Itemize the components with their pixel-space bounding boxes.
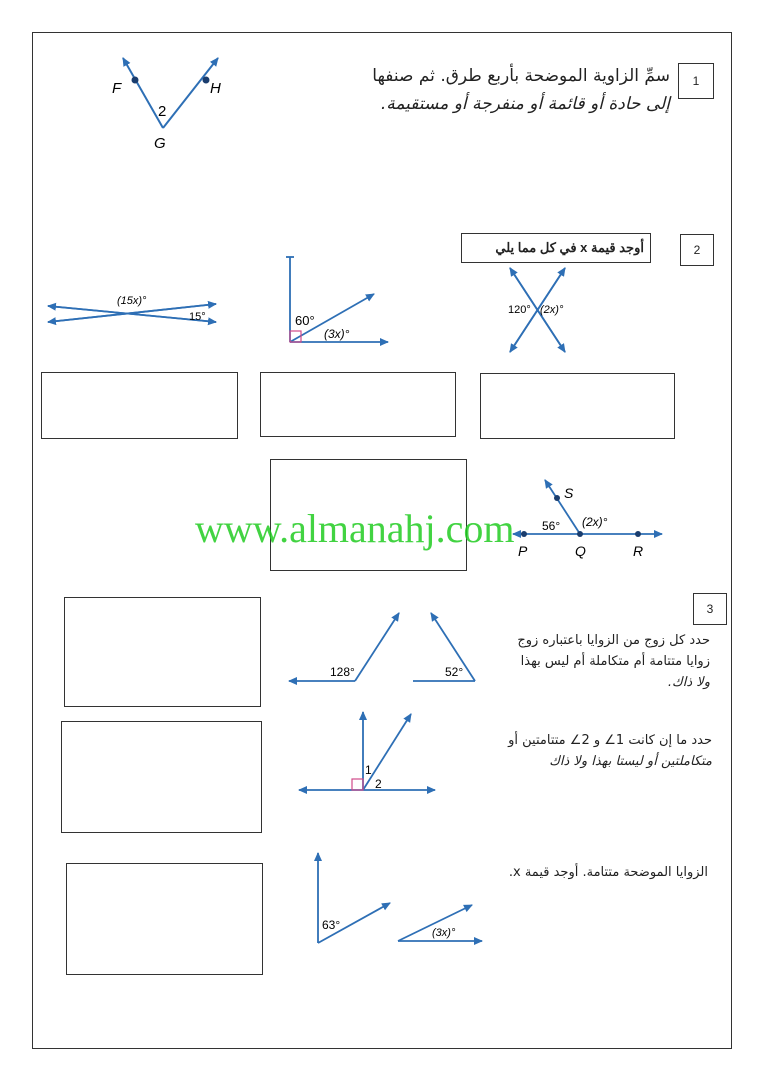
label-r: R bbox=[633, 543, 644, 559]
figure-complementary bbox=[310, 845, 490, 950]
angle-2x: (2x)° bbox=[540, 304, 564, 316]
question-3-part-3 bbox=[470, 862, 708, 883]
label-f: F bbox=[112, 80, 122, 97]
angle-128: 128° bbox=[330, 665, 355, 679]
watermark: www.almanahj.com bbox=[195, 506, 515, 551]
answer-box-3[interactable] bbox=[480, 373, 675, 439]
answer-box-2[interactable] bbox=[260, 372, 456, 437]
q3-part2-line1: حدد ما إن كانت 1∠ و 2∠ متتامتين أو bbox=[508, 733, 712, 748]
q3-part3-line1: الزوايا الموضحة متتامة. أوجد قيمة x. bbox=[508, 865, 708, 880]
figure-angles-1-2 bbox=[295, 706, 440, 801]
angle-label-1: 1 bbox=[365, 763, 372, 777]
question-1-line-1: سمِّ الزاوية الموضحة بأربع طرق. ثم صنفها bbox=[372, 66, 670, 86]
q3-part1-line1: حدد كل زوج من الزوايا باعتباره زوج bbox=[517, 633, 710, 648]
figure-angle-pair bbox=[285, 605, 485, 690]
q3-part2-line2: متكاملتين أو ليستا بهذا ولا ذاك bbox=[549, 754, 712, 769]
question-number-1: 1 bbox=[678, 63, 714, 99]
question-2-title-box bbox=[461, 233, 651, 263]
figure-right-angle bbox=[280, 252, 395, 352]
question-number-2: 2 bbox=[680, 234, 714, 266]
question-2-title: أوجد قيمة x في كل مما يلي bbox=[495, 240, 644, 255]
angle-label-2: 2 bbox=[375, 777, 382, 791]
question-number-3: 3 bbox=[693, 593, 727, 625]
question-3-part-2 bbox=[440, 730, 712, 772]
label-2: 2 bbox=[158, 103, 167, 120]
figure-pqr bbox=[505, 474, 670, 566]
figure-crossing-lines bbox=[44, 290, 224, 338]
answer-box-7[interactable] bbox=[66, 863, 263, 975]
label-s: S bbox=[564, 485, 574, 501]
label-h: H bbox=[210, 80, 221, 97]
question-1-text bbox=[300, 62, 670, 118]
q3-part1-line2: زوايا متتامة أم متكاملة أم ليس بهذا bbox=[520, 654, 710, 669]
figure-x-cross bbox=[490, 262, 590, 360]
angle-3x-comp: (3x)° bbox=[432, 927, 456, 939]
label-q: Q bbox=[575, 543, 586, 559]
label-g: G bbox=[154, 135, 166, 152]
answer-box-5[interactable] bbox=[64, 597, 261, 707]
angle-60: 60° bbox=[295, 313, 315, 328]
angle-3x: (3x)° bbox=[324, 327, 350, 341]
angle-63: 63° bbox=[322, 918, 341, 932]
question-1-line-2: إلى حادة أو قائمة أو منفرجة أو مستقيمة. bbox=[380, 94, 670, 114]
label-p: P bbox=[518, 543, 528, 559]
angle-2x-pqr: (2x)° bbox=[582, 515, 608, 529]
angle-120: 120° bbox=[508, 304, 531, 316]
answer-box-1[interactable] bbox=[41, 372, 238, 439]
angle-56: 56° bbox=[542, 519, 561, 533]
angle-15x: (15x)° bbox=[117, 295, 147, 307]
figure-angle-fgh bbox=[100, 50, 240, 160]
q3-part1-line3: ولا ذاك. bbox=[667, 675, 710, 690]
angle-15: 15° bbox=[189, 311, 206, 323]
angle-52: 52° bbox=[445, 665, 464, 679]
answer-box-6[interactable] bbox=[61, 721, 262, 833]
